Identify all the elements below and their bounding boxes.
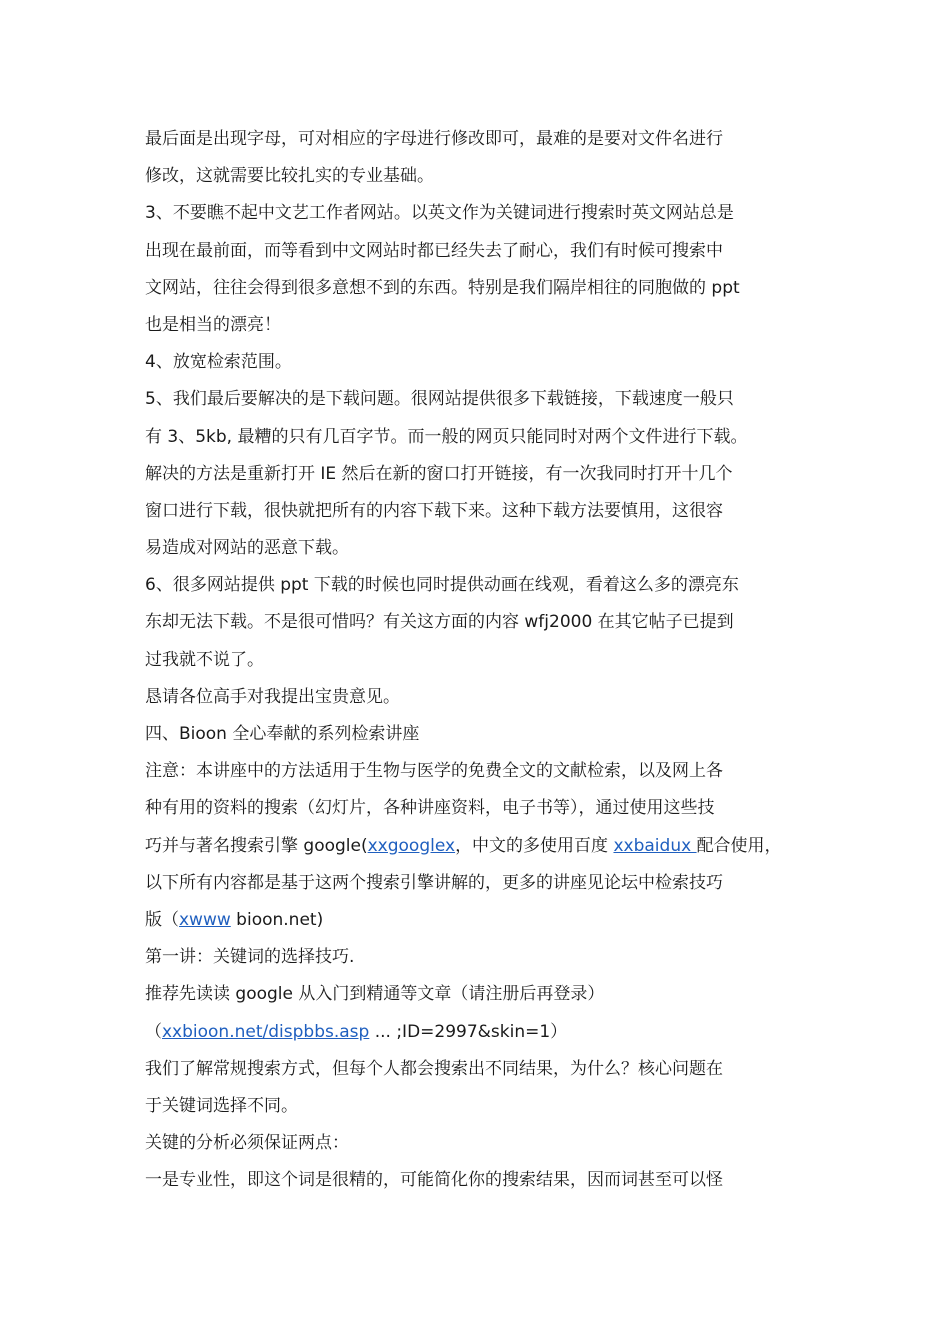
paragraph-line: 也是相当的漂亮！	[145, 314, 281, 335]
paragraph-line: 恳请各位高手对我提出宝贵意见。	[145, 686, 400, 707]
paragraph-line-with-links	[145, 828, 825, 865]
paragraph-line: 3、不要瞧不起中文艺工作者网站。以英文作为关键词进行搜索时英文网站总是	[145, 203, 734, 224]
dispbbs-link[interactable]: xxbioon.net/dispbbs.asp	[162, 1021, 370, 1042]
paragraph-line: 以下所有内容都是基于这两个搜索引擎讲解的，更多的讲座见论坛中检索技巧	[145, 872, 723, 893]
paragraph-line: 5、我们最后要解决的是下载问题。很网站提供很多下载链接，下载速度一般只	[145, 389, 734, 410]
paragraph-line: 4、放宽检索范围。	[145, 352, 292, 373]
paragraph-line: 出现在最前面，而等看到中文网站时都已经失去了耐心，我们有时候可搜索中	[145, 240, 723, 261]
baidu-link[interactable]: xxbaidux	[613, 835, 697, 856]
text-run: 配合使用，	[696, 835, 782, 856]
paragraph-line: 于关键词选择不同。	[145, 1095, 298, 1116]
paragraph-line: 6、很多网站提供 ppt 下载的时候也同时提供动画在线观，看着这么多的漂亮东	[145, 575, 739, 596]
paragraph-line: 种有用的资料的搜索（幻灯片，各种讲座资料，电子书等），通过使用这些技	[145, 798, 715, 819]
text-run: 版（	[145, 909, 179, 930]
paragraph-line: 易造成对网站的恶意下载。	[145, 538, 349, 559]
paragraph-line: 注意：本讲座中的方法适用于生物与医学的免费全文的文献检索，以及网上各	[145, 761, 723, 782]
paragraph-line: 关键的分析必须保证两点：	[145, 1133, 349, 1154]
text-run: ，中文的多使用百度	[455, 835, 614, 856]
paragraph-line: 我们了解常规搜索方式，但每个人都会搜索出不同结果，为什么？核心问题在	[145, 1058, 723, 1079]
paragraph-line: 东却无法下载。不是很可惜吗？有关这方面的内容 wfj2000 在其它帖子已提到	[145, 612, 734, 633]
bioon-link[interactable]: xwww	[179, 909, 231, 930]
paragraph-line-with-link	[145, 902, 825, 939]
paragraph-line: 最后面是出现字母，可对相应的字母进行修改即可，最难的是要对文件名进行	[145, 129, 723, 149]
paragraph-line: 过我就不说了。	[145, 649, 264, 670]
text-run: （	[145, 1021, 162, 1042]
paragraph-line-with-link	[145, 1014, 825, 1051]
google-link[interactable]: xxgooglex	[367, 835, 456, 856]
paragraph-line: 修改，这就需要比较扎实的专业基础。	[145, 166, 434, 187]
paragraph-line: 有 3、5kb, 最糟的只有几百字节。而一般的网页只能同时对两个文件进行下载。	[145, 426, 748, 447]
lecture-title: 第一讲：关键词的选择技巧.	[145, 947, 355, 968]
paragraph-line: 一是专业性，即这个词是很精的，可能简化你的搜索结果，因而词甚至可以怪	[145, 1170, 723, 1191]
text-run: bioon.net)	[230, 909, 324, 930]
paragraph-line: 窗口进行下载，很快就把所有的内容下载下来。这种下载方法要慎用，这很容	[145, 500, 723, 521]
text-run: ... ;ID=2997&skin=1）	[369, 1021, 568, 1042]
paragraph-line: 推荐先读读 google 从入门到精通等文章（请注册后再登录）	[145, 984, 605, 1005]
text-run: 巧并与著名搜索引擎 google(	[145, 835, 368, 856]
section-heading: 四、Bioon 全心奉献的系列检索讲座	[145, 724, 420, 744]
document-body	[145, 121, 825, 1199]
paragraph-line: 文网站，往往会得到很多意想不到的东西。特别是我们隔岸相往的同胞做的 ppt	[145, 277, 740, 298]
paragraph-line: 解决的方法是重新打开 IE 然后在新的窗口打开链接，有一次我同时打开十几个	[145, 463, 733, 484]
